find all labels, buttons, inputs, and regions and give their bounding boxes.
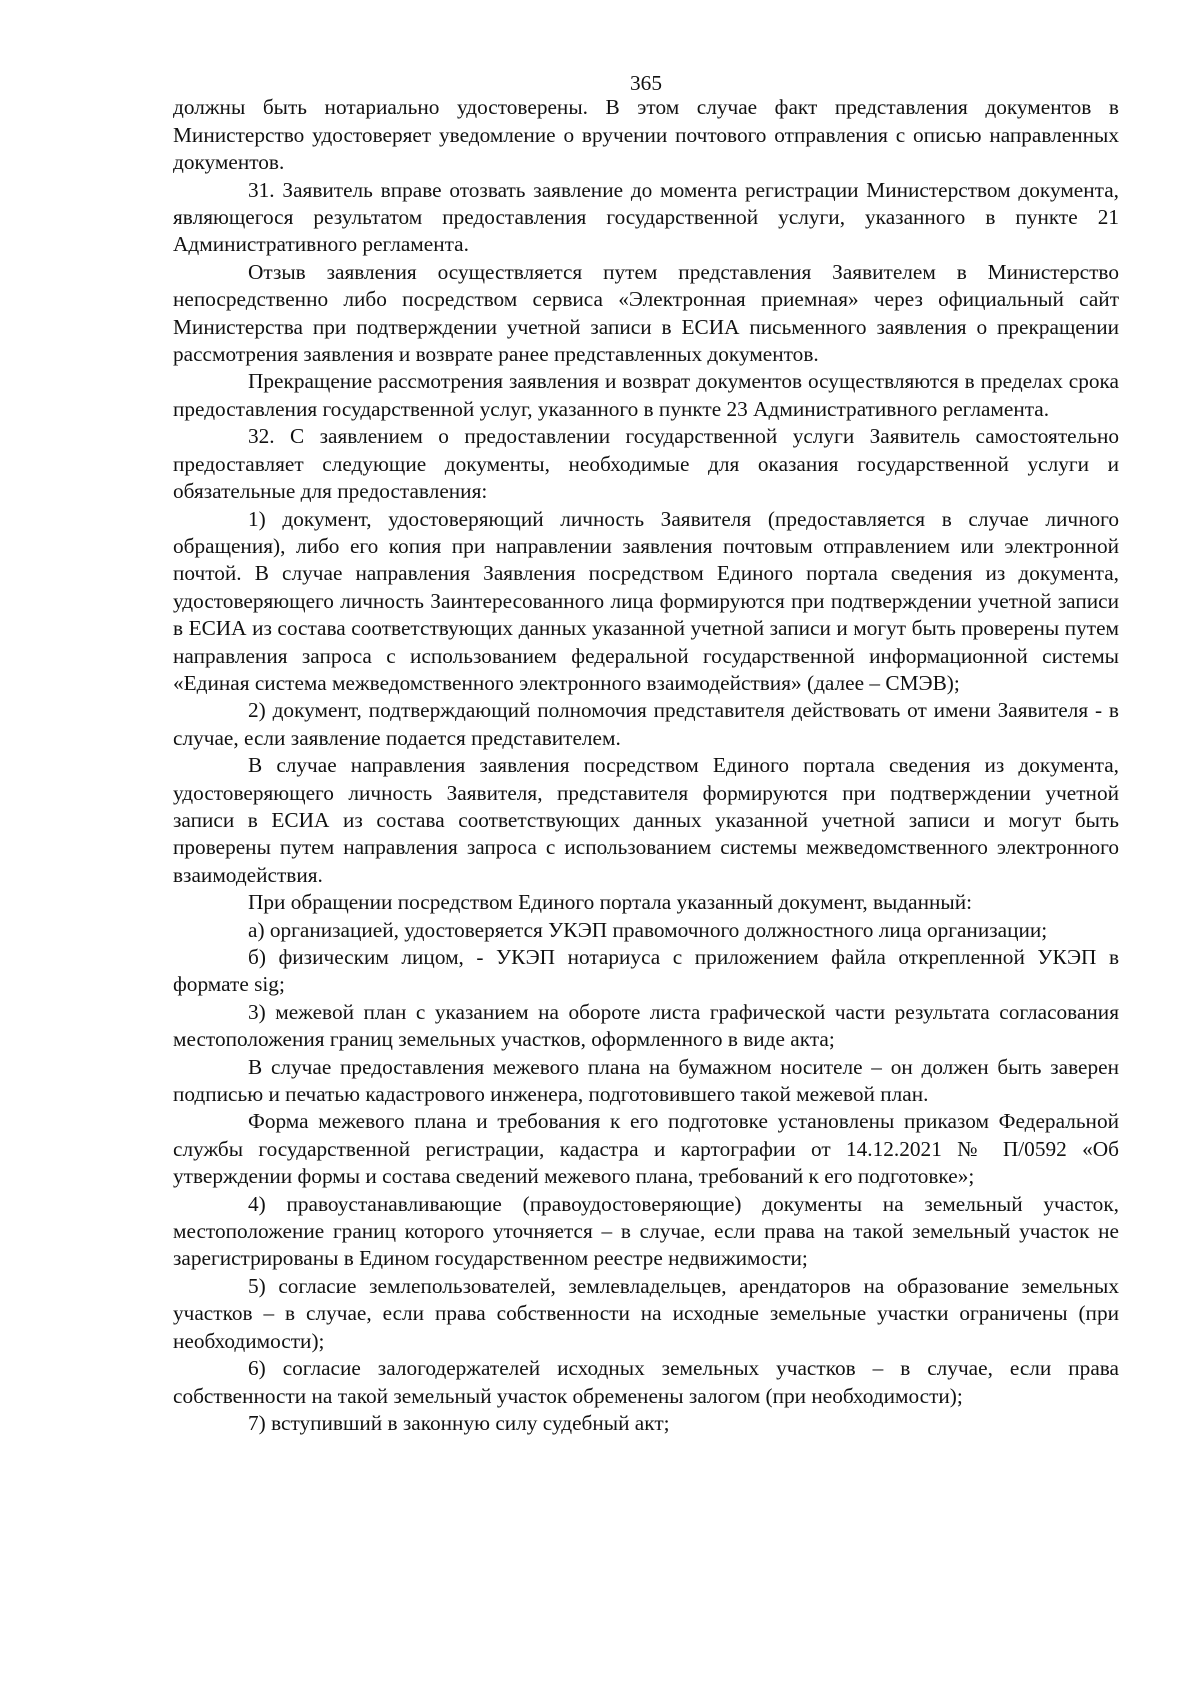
paragraph: 32. С заявлением о предоставлении государственной услуги Заявитель самостоятельно предоставляет следующие документы, необходимые для оказания государственной услуги и обязательные для предоставления: — [173, 424, 1119, 504]
paragraph: б) физическим лицом, - УКЭП нотариуса с приложением файла открепленной УКЭП в формате sig; — [173, 945, 1119, 997]
paragraph: а) организацией, удостоверяется УКЭП правомочного должностного лица организации; — [248, 917, 1048, 942]
document-body — [173, 94, 1119, 1437]
paragraph: Прекращение рассмотрения заявления и возврат документов осуществляются в пределах срока предоставления государственной услуг, указанного в пункте 23 Административного регламента. — [173, 369, 1119, 421]
page-number: 365 — [630, 71, 662, 95]
paragraph: 31. Заявитель вправе отозвать заявление до момента регистрации Министерством документа, являющегося результатом предоставления государственной услуги, указанного в пункте 21 Административного регламента. — [173, 177, 1119, 257]
paragraph: 3) межевой план с указанием на обороте листа графической части результата согласования местоположения границ земельных участков, оформленного в виде акта; — [173, 999, 1119, 1052]
paragraph: должны быть нотариально удостоверены. В этом случае факт представления документов в Министерство удостоверяет уведомление о вручении почтового отправления с описью направленных документов. — [173, 95, 1119, 175]
paragraph: В случае предоставления межевого плана на бумажном носителе – он должен быть заверен подписью и печатью кадастрового инженера, подготовившего такой межевой план. — [173, 1054, 1119, 1107]
paragraph: Отзыв заявления осуществляется путем представления Заявителем в Министерство непосредственно либо посредством сервиса «Электронная приемная» через официальный сайт Министерства при подтверждении учетной записи в ЕСИА письменного заявления о прекращении рассмотрения заявления и возврате ранее представленных документов. — [173, 259, 1119, 367]
paragraph: 2) документ, подтверждающий полномочия представителя действовать от имени Заявителя - в случае, если заявление подается представителем. — [173, 698, 1119, 750]
paragraph: В случае направления заявления посредством Единого портала сведения из документа, удостоверяющего личность Заявителя, представителя формируются при подтверждении учетной записи в ЕСИА из состава соответствующих данных указанной учетной записи и могут быть проверены путем направления запроса с использованием системы межведомственного электронного взаимодействия. — [173, 753, 1119, 887]
paragraph: При обращении посредством Единого портала указанный документ, выданный: — [248, 890, 973, 915]
paragraph: 5) согласие землепользователей, землевладельцев, арендаторов на образование земельных участков – в случае, если права собственности на исходные земельные участки ограничены (при необходимости); — [173, 1273, 1119, 1353]
paragraph: Форма межевого плана и требования к его подготовке установлены приказом Федеральной службы государственной регистрации, кадастра и картографии от 14.12.2021 № П/0592 «Об утверждении формы и состава сведений межевого плана, требований к его подготовке»; — [173, 1109, 1119, 1189]
paragraph: 1) документ, удостоверяющий личность Заявителя (предоставляется в случае личного обращения), либо его копия при направлении заявления почтовым отправлением или электронной почтой. В случае направления Заявления посредством Единого портала сведения из документа, удостоверяющего личность Заинтересованного лица формируются при подтверждении учетной записи в ЕСИА из состава соответствующих данных указанной учетной записи и могут быть проверены путем направления запроса с использованием федеральной государственной информационной системы «Единая система межведомственного электронного взаимодействия» (далее – СМЭВ); — [173, 506, 1119, 695]
paragraph: 6) согласие залогодержателей исходных земельных участков – в случае, если права собственности на такой земельный участок обременены залогом (при необходимости); — [173, 1356, 1119, 1408]
paragraph: 4) правоустанавливающие (правоудостоверяющие) документы на земельный участок, местоположение границ которого уточняется – в случае, если права на такой земельный участок не зарегистрированы в Едином государственном реестре недвижимости; — [173, 1191, 1119, 1271]
document-page — [173, 70, 1119, 1437]
paragraph: 7) вступивший в законную силу судебный акт; — [248, 1410, 670, 1435]
